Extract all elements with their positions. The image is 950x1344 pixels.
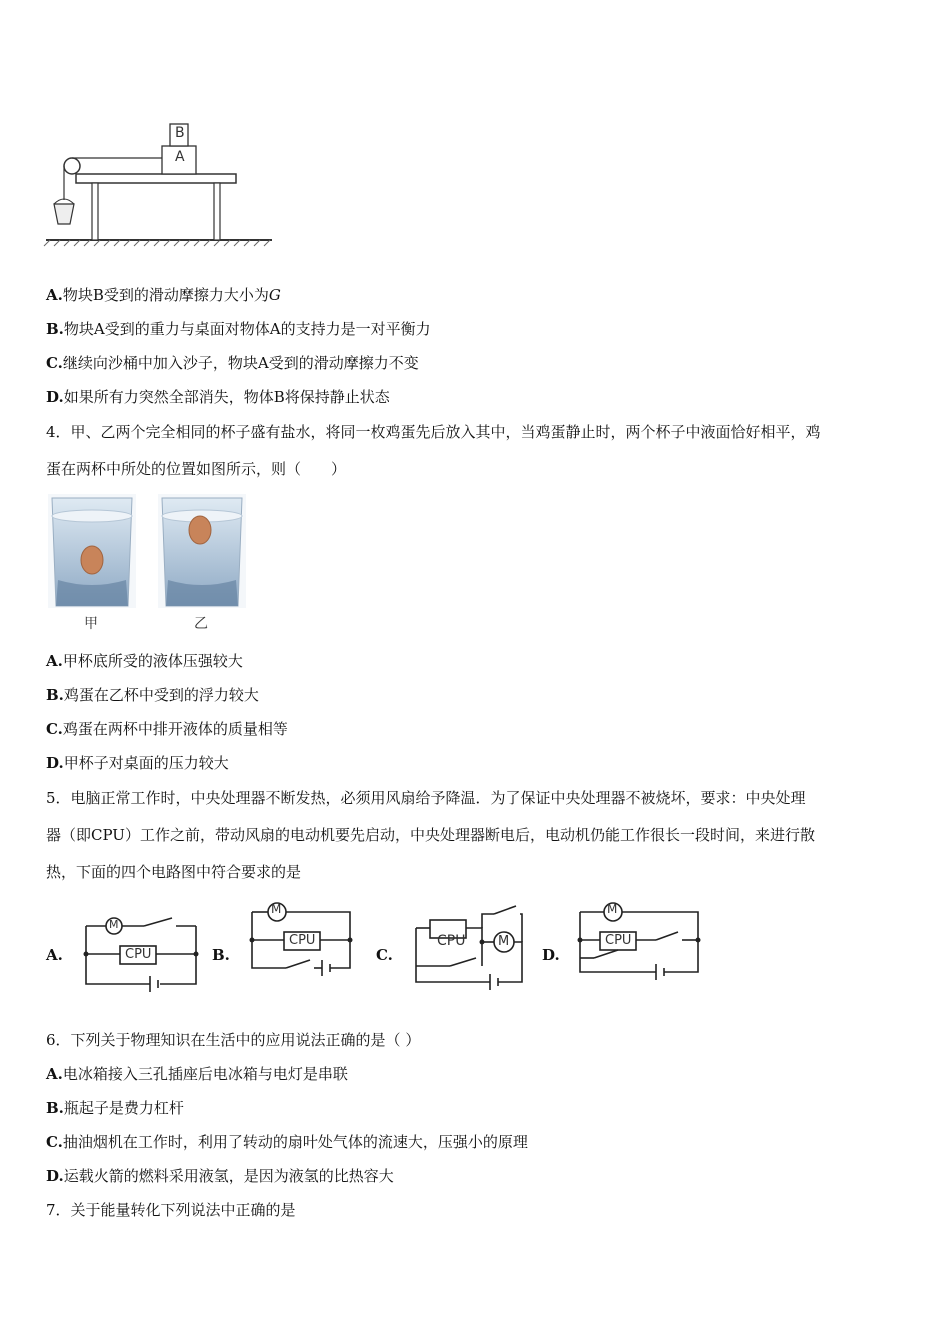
q6-option-b: B.瓶起子是费力杠杆: [46, 1099, 184, 1117]
q4-option-c: C.鸡蛋在两杯中排开液体的质量相等: [46, 720, 288, 738]
q4-option-a: A.甲杯底所受的液体压强较大: [46, 652, 243, 670]
q6-stem: 6．下列关于物理知识在生活中的应用说法正确的是（ ）: [46, 1031, 421, 1049]
q4-option-b: B.鸡蛋在乙杯中受到的浮力较大: [46, 686, 259, 704]
cups-figure: [48, 494, 248, 610]
circuit-d-cpu: CPU: [605, 933, 632, 948]
q3-option-d: D.如果所有力突然全部消失，物体B将保持静止状态: [46, 388, 390, 406]
circuit-a-motor: M: [109, 918, 119, 931]
circuit-c-cpu: CPU: [437, 933, 466, 949]
q6-option-d: D.运载火箭的燃料采用液氢，是因为液氢的比热容大: [46, 1167, 394, 1185]
q4-stem-line2: 蛋在两杯中所处的位置如图所示，则（ ）: [46, 460, 347, 478]
q7-stem: 7．关于能量转化下列说法中正确的是: [46, 1201, 296, 1219]
circuit-a-cpu: CPU: [125, 947, 152, 962]
circuit-b-label: B.: [212, 946, 230, 964]
cup-label-jia: 甲: [84, 616, 98, 632]
q5-stem-line3: 热，下面的四个电路图中符合要求的是: [46, 863, 302, 881]
block-a-label: A: [175, 149, 185, 165]
q3-option-c: C.继续向沙桶中加入沙子，物块A受到的滑动摩擦力不变: [46, 354, 419, 372]
circuit-b-cpu: CPU: [289, 933, 316, 948]
q3-option-a: A.物块B受到的滑动摩擦力大小为G: [46, 286, 281, 304]
block-b-label: B: [175, 125, 185, 141]
circuit-d-motor: M: [607, 902, 618, 916]
q4-stem-line1: 4．甲、乙两个完全相同的杯子盛有盐水，将同一枚鸡蛋先后放入其中，当鸡蛋静止时，两个杯子中液面恰好相平，鸡: [46, 423, 821, 441]
circuit-b-motor: M: [271, 902, 282, 916]
circuit-d-label: D.: [542, 946, 560, 964]
circuit-c-label: C.: [376, 946, 393, 964]
circuit-c: [410, 904, 530, 994]
cup-label-yi: 乙: [194, 616, 208, 632]
circuit-a-label: A.: [46, 946, 63, 964]
q5-stem-line1: 5．电脑正常工作时，中央处理器不断发热，必须用风扇给予降温．为了保证中央处理器不被烧坏，要求：中央处理: [46, 789, 806, 807]
q6-option-a: A.电冰箱接入三孔插座后电冰箱与电灯是串联: [46, 1065, 348, 1083]
egg-in-cup-jia: [81, 546, 103, 574]
q5-stem-line2: 器（即CPU）工作之前，带动风扇的电动机要先启动，中央处理器断电后，电动机仍能工作很长一段时间，来进行散: [46, 826, 815, 844]
egg-in-cup-yi: [189, 516, 211, 544]
q6-option-c: C.抽油烟机在工作时，利用了转动的扇叶处气体的流速大，压强小的原理: [46, 1133, 528, 1151]
q4-option-d: D.甲杯子对桌面的压力较大: [46, 754, 229, 772]
table-pulley-figure: [40, 118, 280, 248]
circuit-d: [574, 902, 706, 982]
circuit-c-motor: M: [498, 934, 510, 949]
q3-option-b: B.物块A受到的重力与桌面对物体A的支持力是一对平衡力: [46, 320, 431, 338]
